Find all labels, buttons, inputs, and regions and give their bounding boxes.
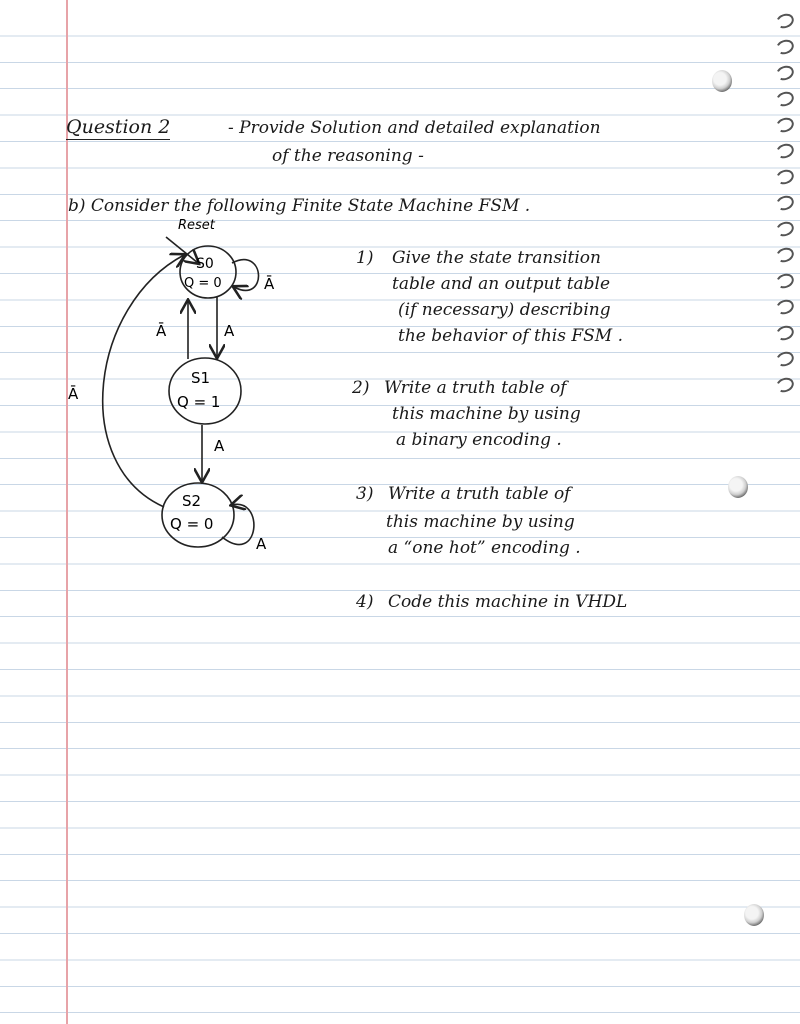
state-s0-name: S0	[196, 256, 214, 272]
instruction-line-2: of the reasoning -	[272, 146, 424, 166]
spiral-ring	[774, 37, 796, 56]
label-s0-self-loop: Ā	[264, 275, 275, 293]
s2-self-loop	[222, 504, 254, 544]
task-1-line-1: Give the state transition	[392, 248, 601, 268]
spiral-ring	[774, 63, 796, 82]
spiral-ring	[774, 11, 796, 30]
task-1-line-2: table and an output table	[392, 274, 611, 294]
state-s0-output: Q = 0	[184, 276, 222, 291]
label-s1-to-s2: A	[214, 437, 225, 455]
fsm-diagram	[60, 215, 390, 575]
state-s1-circle	[169, 358, 241, 424]
spiral-binding	[760, 0, 800, 420]
part-b-intro: b) Consider the following Finite State Machine FSM .	[68, 196, 531, 216]
task-2-line-2: this machine by using	[392, 404, 581, 424]
reset-label: Reset	[178, 218, 215, 233]
task-3-line-1: Write a truth table of	[388, 484, 571, 504]
spiral-ring	[774, 167, 796, 186]
punch-hole	[728, 476, 748, 498]
label-s2-self-loop: A	[256, 535, 267, 553]
instruction-line-1: - Provide Solution and detailed explanation	[228, 118, 601, 138]
state-s1-output: Q = 1	[177, 393, 221, 411]
task-3-number: 3)	[356, 484, 374, 504]
spiral-ring	[774, 141, 796, 160]
spiral-ring	[774, 349, 796, 368]
state-s1-name: S1	[191, 369, 211, 387]
spiral-ring	[774, 115, 796, 134]
spiral-ring	[774, 271, 796, 290]
task-4-number: 4)	[356, 592, 374, 612]
label-s1-to-s0: Ā	[156, 322, 167, 340]
spiral-ring	[774, 219, 796, 238]
spiral-ring	[774, 89, 796, 108]
spiral-ring	[774, 323, 796, 342]
spiral-ring	[774, 193, 796, 212]
question-label: Question 2	[66, 116, 171, 138]
task-2-line-3: a binary encoding .	[396, 430, 562, 450]
task-1-number: 1)	[356, 248, 374, 268]
task-2-number: 2)	[352, 378, 370, 398]
task-3-line-2: this machine by using	[386, 512, 575, 532]
task-2-line-1: Write a truth table of	[384, 378, 567, 398]
task-4-text: Code this machine in VHDL	[388, 592, 628, 612]
task-1-line-4: the behavior of this FSM .	[398, 326, 624, 346]
punch-hole	[744, 904, 764, 926]
state-s2-output: Q = 0	[170, 515, 214, 533]
spiral-ring	[774, 375, 796, 394]
edge-s2-to-s0	[103, 255, 184, 507]
spiral-ring	[774, 297, 796, 316]
label-s2-to-s0: Ā	[68, 385, 79, 403]
state-s2-name: S2	[182, 492, 202, 510]
label-s0-to-s1: A	[224, 322, 235, 340]
task-1-line-3: (if necessary) describing	[398, 300, 611, 320]
punch-hole	[712, 70, 732, 92]
spiral-ring	[774, 245, 796, 264]
task-3-line-3: a “one hot” encoding .	[388, 538, 581, 558]
